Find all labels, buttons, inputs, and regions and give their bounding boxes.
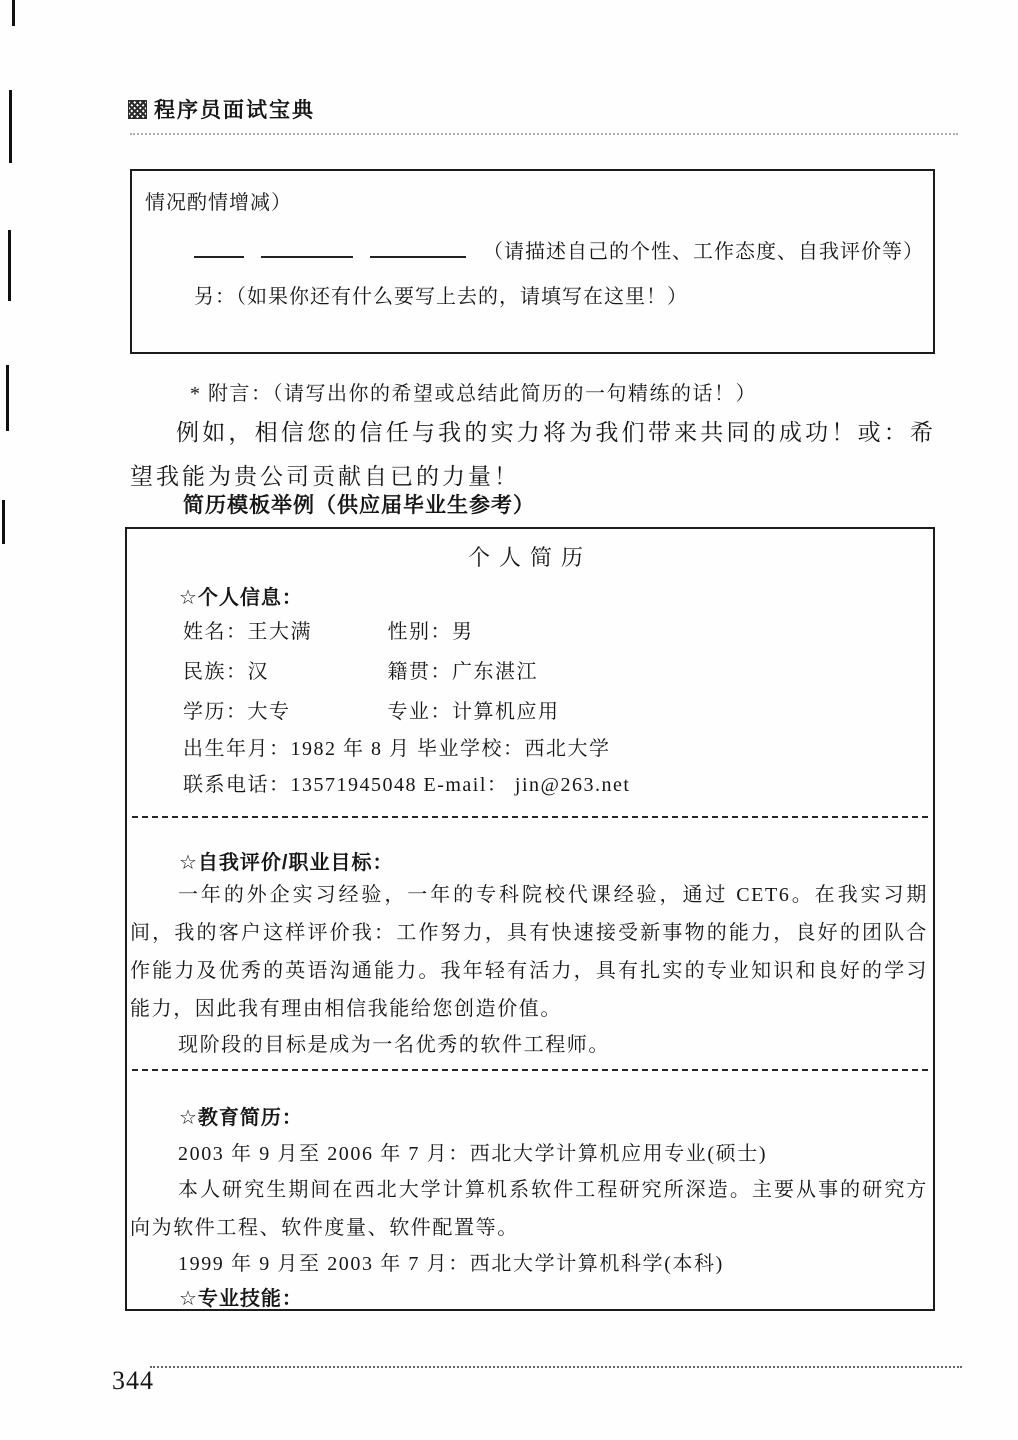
page-number: 344 <box>112 1366 154 1395</box>
postscript-example: 例如，相信您的信任与我的实力将为我们带来共同的成功！或：希望我能为贵公司贡献自已的力量！ <box>130 420 936 489</box>
form-line-truncated: 情况酌情增减） <box>145 192 292 214</box>
section-heading-self-eval: ☆自我评价/职业目标： <box>179 852 394 874</box>
dashed-divider <box>132 1069 928 1071</box>
section-heading-education: ☆教育简历： <box>179 1107 303 1129</box>
page-header <box>128 94 315 124</box>
field-birth-school: 出生年月：1982 年 8 月 毕业学校：西北大学 <box>183 738 611 760</box>
blank-line <box>370 238 466 258</box>
field-name: 姓名：王大满 <box>183 621 312 643</box>
postscript-note: * 附言：（请写出你的希望或总结此简历的一句精练的话！） <box>190 383 757 405</box>
field-gender: 性别：男 <box>387 621 474 643</box>
scan-artifact-mark <box>9 90 12 163</box>
form-fragment-box <box>130 169 935 354</box>
resume-template-heading: 简历模板举例（供应届毕业生参考） <box>183 494 535 517</box>
chapter-marker-icon <box>128 100 147 119</box>
field-phone-email: 联系电话：13571945048 E-mail： jin@263.net <box>183 774 631 796</box>
personal-info-row <box>183 695 560 724</box>
field-education-level: 学历：大专 <box>183 701 291 723</box>
personal-info-row <box>183 615 474 644</box>
career-goal-line: 现阶段的目标是成为一名优秀的软件工程师。 <box>178 1034 610 1056</box>
scan-artifact-mark <box>2 500 5 544</box>
resume-box <box>125 527 935 1311</box>
blank-hint-text: （请描述自己的个性、工作态度、自我评价等） <box>483 241 924 263</box>
header-rule <box>130 133 958 135</box>
education-grad-detail: 本人研究生期间在西北大学计算机系软件工程研究所深造。主要从事的研究方向为软件工程、软件度量、软件配置等。 <box>130 1179 928 1239</box>
blank-line <box>261 238 353 258</box>
personal-info-row <box>183 655 538 684</box>
scan-artifact-mark <box>6 365 9 431</box>
education-undergrad-line: 1999 年 9 月至 2003 年 7 月：西北大学计算机科学(本科) <box>178 1253 724 1275</box>
footer-rule <box>150 1366 962 1368</box>
self-eval-paragraph: 一年的外企实习经验，一年的专科院校代课经验，通过 CET6。在我实习期间，我的客户这样评价我：工作努力，具有快速接受新事物的能力，良好的团队合作能力及优秀的英语沟通能力。我年轻有活力，具有扎实的专业知识和良好的学习能力，因此我有理由相信我能给您创造价值。 <box>130 884 928 1020</box>
dashed-divider <box>132 816 928 818</box>
field-major: 专业：计算机应用 <box>387 701 560 723</box>
field-ethnicity: 民族：汉 <box>183 661 269 683</box>
field-native-place: 籍贯：广东湛江 <box>387 661 538 683</box>
form-extra-line: 另：（如果你还有什么要写上去的，请填写在这里！） <box>194 286 688 308</box>
section-heading-skills: ☆专业技能： <box>179 1288 303 1310</box>
section-heading-personal-info: ☆个人信息： <box>179 587 303 609</box>
form-blank-line <box>194 235 933 264</box>
scan-artifact-mark <box>8 230 11 301</box>
scan-artifact-mark <box>12 0 15 26</box>
resume-title: 个人简历 <box>467 545 592 570</box>
education-grad-line: 2003 年 9 月至 2006 年 7 月：西北大学计算机应用专业(硕士) <box>178 1143 768 1165</box>
book-title: 程序员面试宝典 <box>154 99 315 122</box>
blank-line <box>194 238 244 258</box>
